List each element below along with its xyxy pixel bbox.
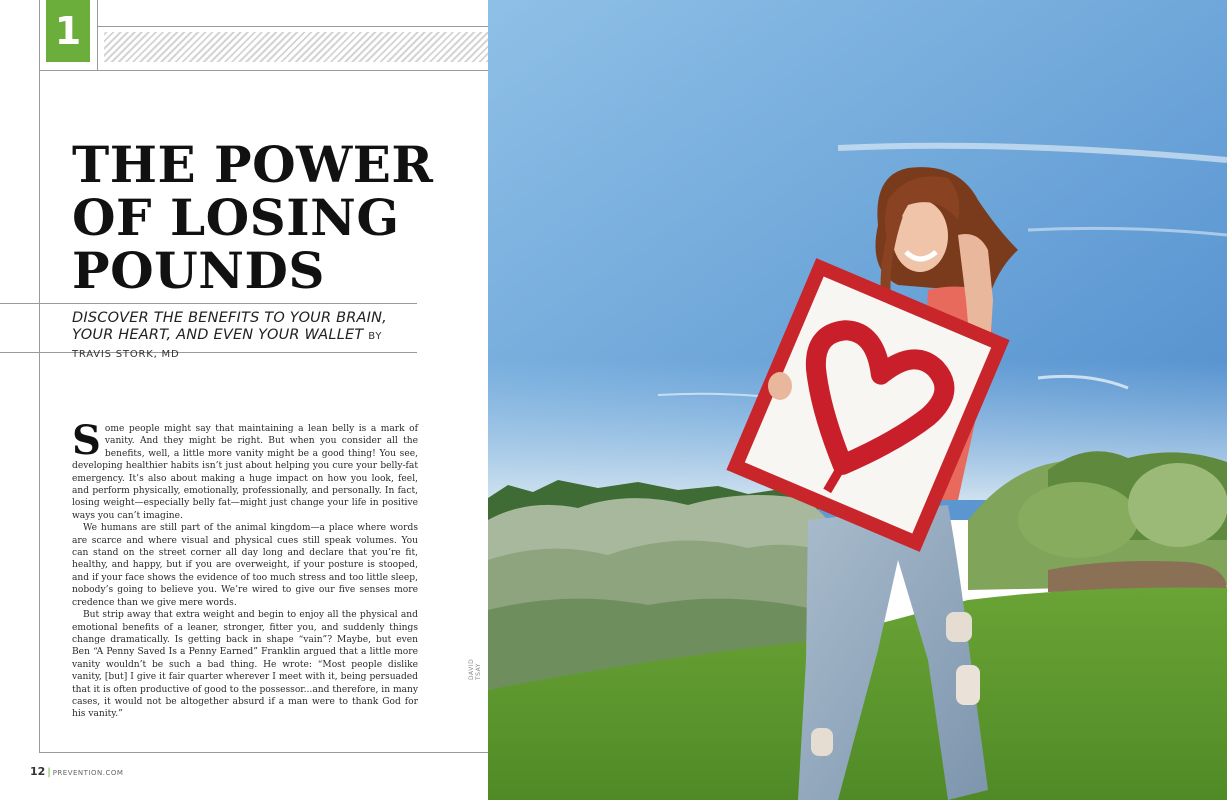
- dek-top-rule: [0, 303, 417, 304]
- body-paragraph-2: We humans are still part of the animal kingdom—a place where words are scarce and where visual and physical cues still speak volumes. You can stand on the street corner all day long and declare that you’re fit, healthy, and happy, but if you are overweight, if your posture is stooped, and if your face shows the evidence of too much stress and too little sleep, nobody’s going to believe you. We’re wired to give our five senses more credence than we give mere words.: [72, 523, 418, 608]
- headline-line-2: OF LOSING: [72, 188, 400, 247]
- hatch-pattern-band: [104, 32, 488, 62]
- folio: [30, 765, 123, 778]
- chapter-divider-rule: [97, 0, 98, 70]
- folio-site: PREVENTION.COM: [52, 769, 124, 777]
- folio-separator: |: [47, 767, 51, 778]
- drop-cap: S: [72, 417, 101, 464]
- page-number: 12: [30, 765, 46, 778]
- chapter-number-badge: [46, 0, 90, 62]
- headline-line-3: POUNDS: [72, 241, 325, 300]
- headline-line-1: THE POWER: [72, 135, 434, 194]
- left-margin-rule: [39, 0, 40, 752]
- left-page: [0, 0, 488, 800]
- headline: [72, 135, 472, 300]
- photo-credit: DAVID TSAY: [468, 658, 482, 680]
- hero-photo: [488, 0, 1227, 800]
- top-rule: [97, 26, 488, 27]
- body-paragraph-1-text: ome people might say that maintaining a lean belly is a mark of vanity. And they might be right. But when you consider all the benefits, well, a little more vanity might be a good thing! You see, developing healthier habits isn’t just about helping you cure your belly-fat emergency. It’s also about making a huge impact on how you look, feel, and perform physically, emotionally, professionally, and personally. In fact, losing weight—especially belly fat—might just change your life in positive ways you can’t imagine.: [72, 424, 418, 521]
- header-bottom-rule: [39, 70, 488, 71]
- dek-text: DISCOVER THE BENEFITS TO YOUR BRAIN, YOUR HEART, AND EVEN YOUR WALLET: [72, 310, 387, 343]
- chapter-number: 1: [54, 9, 82, 53]
- bottom-rule: [39, 752, 488, 753]
- body-paragraph-3: But strip away that extra weight and begin to enjoy all the physical and emotional benefits of a leaner, stronger, fitter you, and suddenly things change dramatically. Is getting back in shape “vain”? Maybe, but even Ben “A Penny Saved Is a Penny Earned” Franklin argued that a little more vanity wouldn’t be such a bad thing. He wrote: “Most people dislike vanity, [but] I give it fair quarter wherever I meet with it, being persuaded that it is often productive of good to the possessor...and therefore, in many cases, it would not be altogether absurd if a man were to thank God for his vanity.”: [72, 610, 418, 720]
- body-paragraph-1: [72, 417, 418, 522]
- hero-photo-illustration: [488, 0, 1227, 800]
- article-body: [72, 417, 418, 721]
- dek: [72, 310, 417, 363]
- byline: BY TRAVIS STORK, MD: [72, 331, 383, 360]
